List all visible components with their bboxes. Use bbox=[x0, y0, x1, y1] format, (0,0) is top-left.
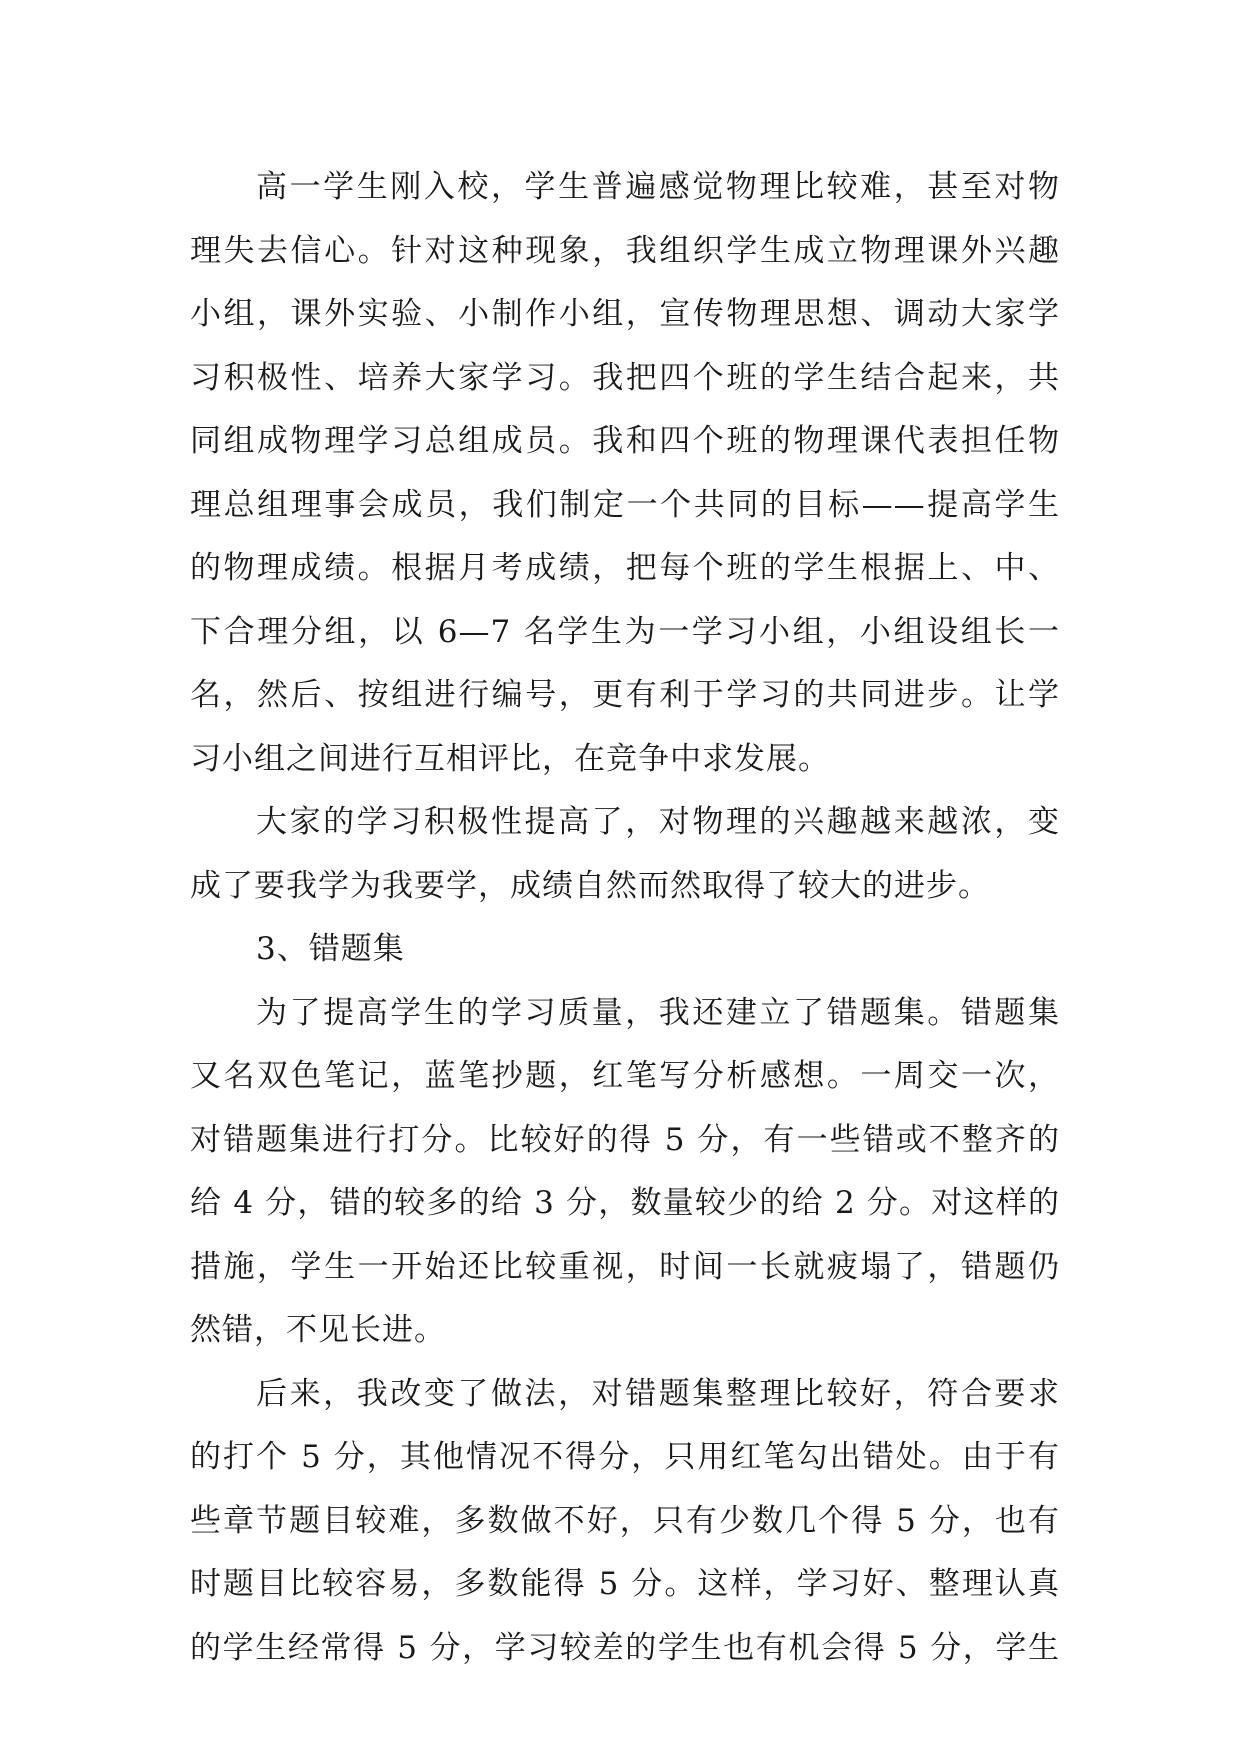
text-line: 小组，课外实验、小制作小组，宣传物理思想、调动大家学 bbox=[190, 296, 1060, 332]
text-line: 给 4 分，错的较多的给 3 分，数量较少的给 2 分。对这样的 bbox=[190, 1185, 1060, 1221]
text-line: 大家的学习积极性提高了，对物理的兴趣越来越浓，变 bbox=[256, 804, 1060, 840]
text-line: 又名双色笔记，蓝笔抄题，红笔写分析感想。一周交一次， bbox=[190, 1058, 1060, 1094]
text-line: 理失去信心。针对这种现象，我组织学生成立物理课外兴趣 bbox=[190, 232, 1060, 269]
text-line: 后来，我改变了做法，对错题集整理比较好，符合要求 bbox=[256, 1375, 1060, 1412]
text-line: 些章节题目较难，多数做不好，只有少数几个得 5 分，也有 bbox=[190, 1502, 1060, 1539]
text-line: 高一学生刚入校，学生普遍感觉物理比较难，甚至对物 bbox=[256, 169, 1060, 205]
text-line: 下合理分组，以 6—7 名学生为一学习小组，小组设组长一 bbox=[190, 613, 1060, 650]
text-line: 对错题集进行打分。比较好的得 5 分，有一些错或不整齐的 bbox=[190, 1121, 1060, 1158]
text-line: 成了要我学为我要学，成绩自然而然取得了较大的进步。 bbox=[190, 867, 990, 904]
text-line: 然错，不见长进。 bbox=[190, 1312, 446, 1348]
text-line: 措施，学生一开始还比较重视，时间一长就疲塌了，错题仍 bbox=[190, 1248, 1060, 1285]
text-line: 的打个 5 分，其他情况不得分，只用红笔勾出错处。由于有 bbox=[190, 1439, 1060, 1475]
text-line: 时题目比较容易，多数能得 5 分。这样，学习好、整理认真 bbox=[190, 1566, 1060, 1602]
text-line: 理总组理事会成员，我们制定一个共同的目标——提高学生 bbox=[190, 486, 1060, 523]
text-line: 3、错题集 bbox=[256, 931, 405, 967]
text-line: 为了提高学生的学习质量，我还建立了错题集。错题集 bbox=[256, 994, 1060, 1031]
text-line: 习小组之间进行互相评比，在竞争中求发展。 bbox=[190, 740, 830, 777]
document-body bbox=[190, 156, 1060, 1680]
text-line: 习积极性、培养大家学习。我把四个班的学生结合起来，共 bbox=[190, 359, 1060, 396]
text-line: 的物理成绩。根据月考成绩，把每个班的学生根据上、中、 bbox=[190, 550, 1060, 586]
text-line: 同组成物理学习总组成员。我和四个班的物理课代表担任物 bbox=[190, 423, 1060, 459]
text-line: 的学生经常得 5 分，学习较差的学生也有机会得 5 分，学生 bbox=[190, 1629, 1060, 1666]
text-line: 名，然后、按组进行编号，更有利于学习的共同进步。让学 bbox=[190, 677, 1060, 713]
